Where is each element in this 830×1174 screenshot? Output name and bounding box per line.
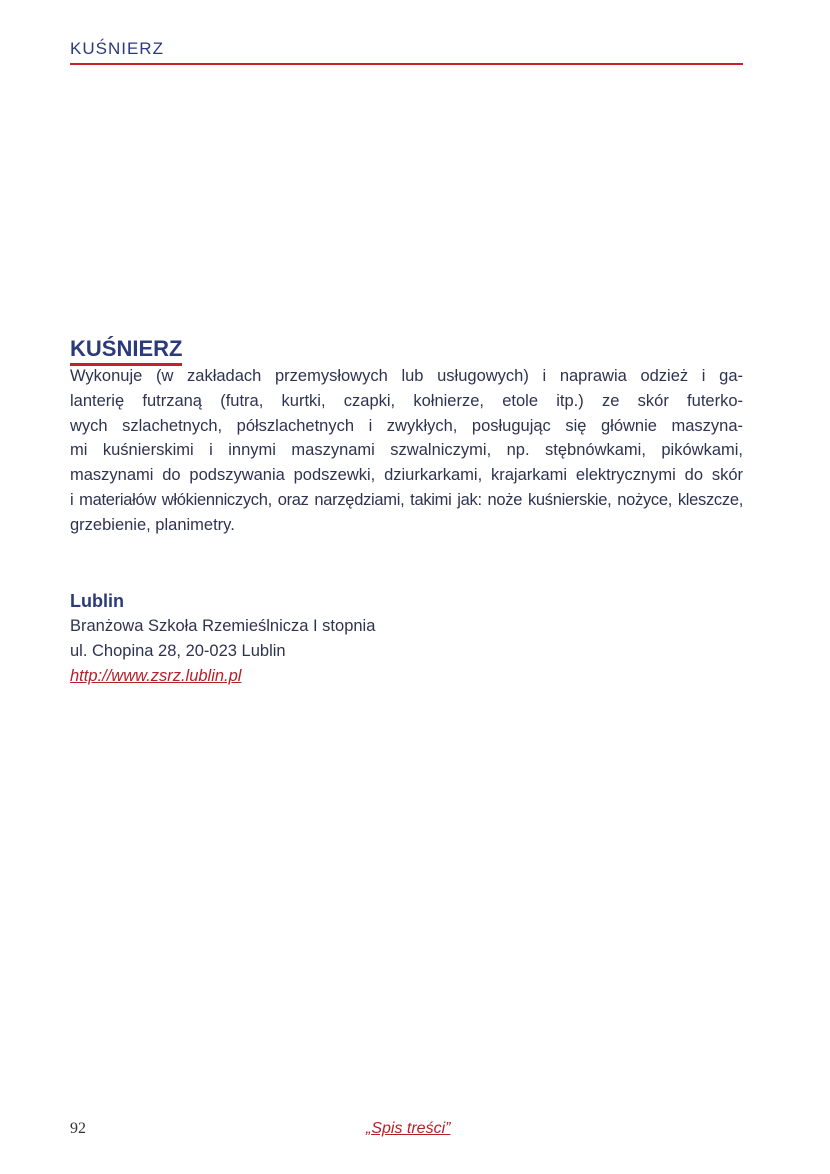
- section-title: KUŚNIERZ: [70, 336, 182, 366]
- description-line: wych szlachetnych, półszlachetnych i zwykłych, posługując się głównie maszyna-: [70, 416, 743, 435]
- school-address: ul. Chopina 28, 20-023 Lublin: [70, 642, 286, 660]
- page-number: 92: [70, 1120, 86, 1137]
- description-line: maszynami do podszywania podszewki, dziurkarkami, krajarkami elektrycznymi do skór: [70, 466, 743, 485]
- school-name: Branżowa Szkoła Rzemieślnicza I stopnia: [70, 617, 376, 635]
- school-city: Lublin: [70, 591, 124, 611]
- school-website-link[interactable]: http://www.zsrz.lublin.pl: [70, 667, 242, 685]
- description-line: grzebienie, planimetry.: [70, 515, 235, 534]
- description-line: Wykonuje (w zakładach przemysłowych lub usługowych) i naprawia odzież i ga-: [70, 367, 743, 385]
- description-line: mi kuśnierskimi i innymi maszynami szwalniczymi, np. stębnówkami, pikówkami,: [70, 441, 743, 460]
- description-line: lanterię futrzaną (futra, kurtki, czapki, kołnierze, etole itp.) ze skór futerko-: [70, 391, 743, 410]
- table-of-contents-link[interactable]: „Spis treści”: [366, 1120, 451, 1137]
- section-description: [70, 364, 743, 538]
- running-header: KUŚNIERZ: [70, 39, 164, 58]
- header-divider: [70, 63, 743, 65]
- school-entry: [70, 589, 375, 689]
- description-line: i materiałów włókienniczych, oraz narzędziami, takimi jak: noże kuśnierskie, nożyce, kleszcze,: [70, 490, 743, 509]
